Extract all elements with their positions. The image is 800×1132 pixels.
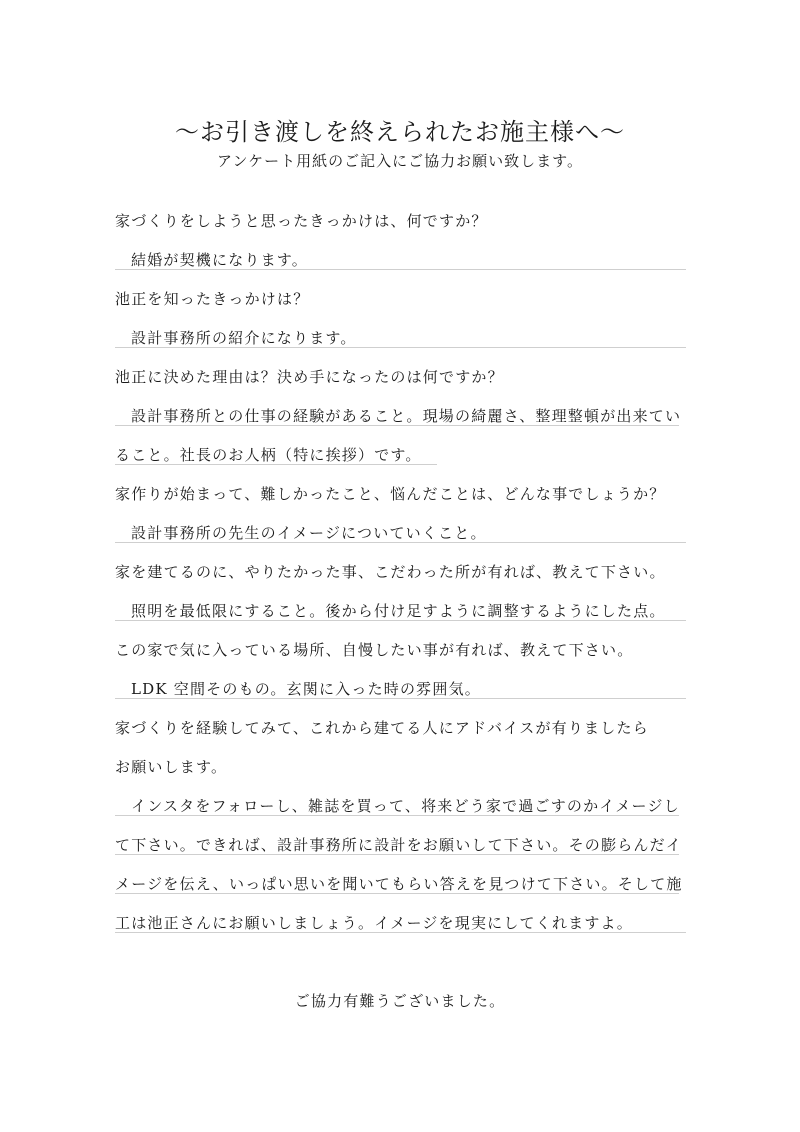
answer-underline [115,698,686,699]
answer-5-line-1: 照明を最低限にすること。後から付け足すように調整するようにした点。 [131,602,666,620]
answer-underline [115,464,437,465]
answer-underline [115,347,686,348]
question-7-line-1: 家づくりを経験してみて、これから建てる人にアドバイスが有りましたら [115,719,649,737]
closing-thanks: ご協力有難うございました。 [294,992,506,1010]
answer-7-line-2: て下さい。できれば、設計事務所に設計をお願いして下さい。その膨らんだイ [115,836,683,854]
answer-6-line-1: LDK 空間そのもの。玄関に入った時の雰囲気。 [131,680,481,698]
question-4: 家作りが始まって、難しかったこと、悩んだことは、どんな事でしょうか？ [115,485,666,503]
answer-underline [115,932,686,933]
answer-3-line-2: ること。社長のお人柄（特に挨拶）です。 [115,446,422,464]
answer-3-line-1: 設計事務所との仕事の経験があること。現場の綺麗さ、整理整頓が出来てい [131,407,682,425]
question-7-line-2: お願いします。 [115,758,228,776]
question-2: 池正を知ったきっかけは？ [115,290,310,308]
question-3: 池正に決めた理由は？決め手になったのは何ですか？ [115,368,504,386]
answer-underline [115,893,679,894]
question-5: 家を建てるのに、やりたかった事、こだわった所が有れば、教えて下さい。 [115,563,666,581]
question-1: 家づくりをしようと思ったきっかけは、何ですか？ [115,212,488,230]
answer-underline [115,542,686,543]
answer-underline [115,815,679,816]
answer-underline [115,269,686,270]
answer-7-line-1: インスタをフォローし、雑誌を買って、将来どう家で過ごすのかイメージし [131,797,680,815]
answer-underline [115,620,686,621]
page-title: 〜お引き渡しを終えられたお施主様へ〜 [175,118,625,146]
answer-1-line-1: 結婚が契機になります。 [131,251,309,269]
answer-4-line-1: 設計事務所の先生のイメージについていくこと。 [131,524,487,542]
answer-2-line-1: 設計事務所の紹介になります。 [131,329,357,347]
answer-underline [115,425,679,426]
answer-7-line-4: 工は池正さんにお願いしましょう。イメージを現実にしてくれますよ。 [115,914,633,932]
answer-7-line-3: メージを伝え、いっぱい思いを聞いてもらい答えを見つけて下さい。そして施 [115,875,683,893]
page-subtitle: アンケート用紙のご記入にご協力お願い致します。 [217,152,583,170]
question-6: この家で気に入っている場所、自慢したい事が有れば、教えて下さい。 [115,641,634,659]
answer-underline [115,854,679,855]
